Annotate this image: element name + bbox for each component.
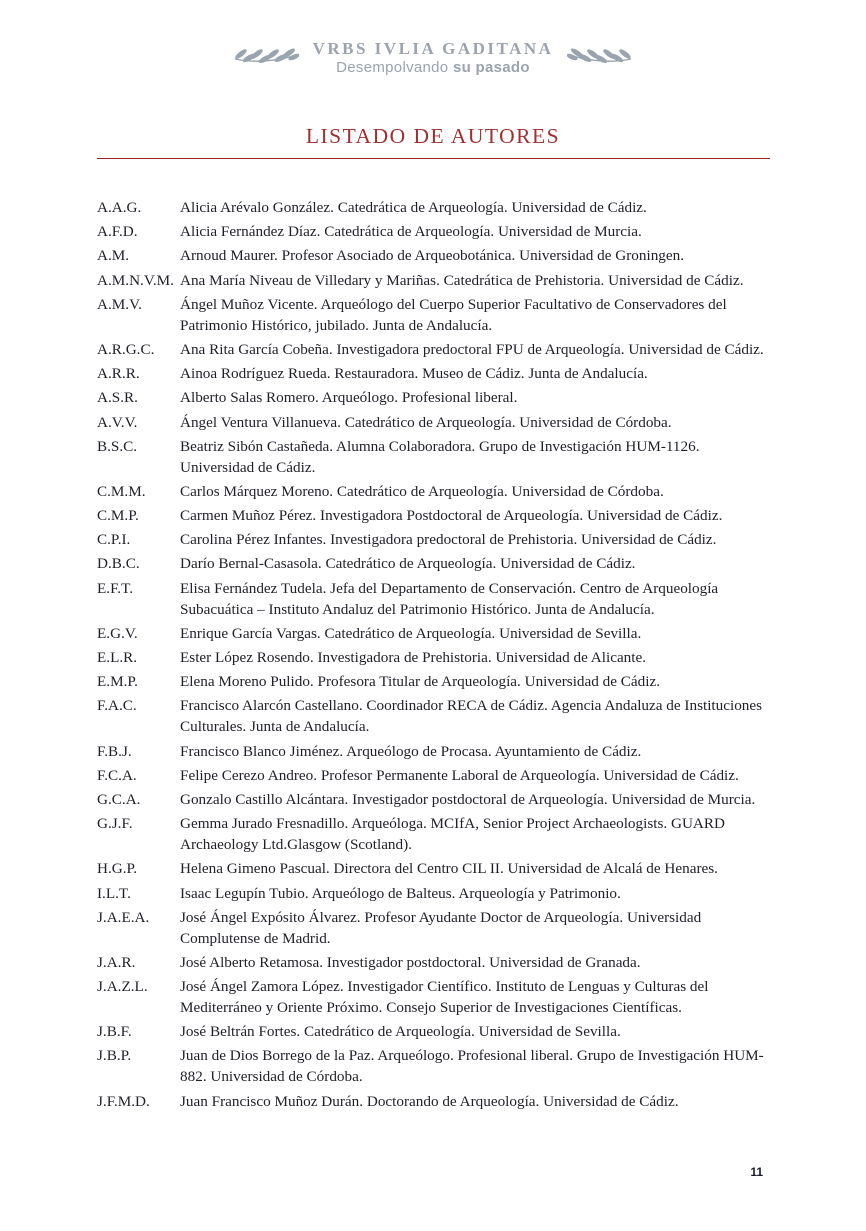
author-row xyxy=(97,623,770,644)
author-desc: Ester López Rosendo. Investigadora de Prehistoria. Universidad de Alicante. xyxy=(180,649,647,666)
author-desc: Juan de Dios Borrego de la Paz. Arqueólogo. Profesional liberal. Grupo de Investigación HUM-882. Universidad de Córdoba. xyxy=(180,1047,764,1086)
author-desc: Darío Bernal-Casasola. Catedrático de Arqueología. Universidad de Cádiz. xyxy=(180,555,636,573)
page-title: LISTADO DE AUTORES xyxy=(305,124,561,148)
author-desc: Elisa Fernández Tudela. Jefa del Departamento de Conservación. Centro de Arqueología Subacuática – Instituto Andaluz del Patrimonio Histórico. Junta de Andalucía. xyxy=(180,579,719,618)
logo-subtitle-bold: su pasado xyxy=(452,59,530,77)
author-row xyxy=(97,245,770,266)
author-row xyxy=(97,553,770,574)
author-desc: Isaac Legupín Tubio. Arqueólogo de Balteus. Arqueología y Patrimonio. xyxy=(180,884,621,902)
laurel-left-icon xyxy=(233,39,299,78)
author-abbr: J.A.Z.L. xyxy=(97,978,148,996)
author-desc: Enrique García Vargas. Catedrático de Arqueología. Universidad de Sevilla. xyxy=(180,624,642,642)
author-abbr: A.F.D. xyxy=(97,223,138,241)
author-desc: Gonzalo Castillo Alcántara. Investigador postdoctoral de Arqueología. Universidad de Murcia. xyxy=(180,790,756,808)
title-rule xyxy=(97,158,770,159)
author-desc: José Ángel Expósito Álvarez. Profesor Ayudante Doctor de Arqueología. Universidad Complutense de Madrid. xyxy=(180,908,702,947)
author-abbr: G.C.A. xyxy=(97,790,141,808)
author-desc: Juan Francisco Muñoz Durán. Doctorando de Arqueología. Universidad de Cádiz. xyxy=(180,1092,679,1110)
author-row xyxy=(97,197,770,218)
author-desc: José Alberto Retamosa. Investigador postdoctoral. Universidad de Granada. xyxy=(180,953,641,971)
logo-subtitle-regular: Desempolvando xyxy=(336,59,449,77)
author-abbr: A.V.V. xyxy=(97,413,138,431)
author-desc: Francisco Blanco Jiménez. Arqueólogo de Procasa. Ayuntamiento de Cádiz. xyxy=(180,742,642,760)
author-row xyxy=(97,339,770,360)
author-desc: Elena Moreno Pulido. Profesora Titular de Arqueología. Universidad de Cádiz. xyxy=(180,673,661,691)
author-row xyxy=(97,1091,770,1112)
author-row xyxy=(97,1021,770,1042)
author-desc: Ainoa Rodríguez Rueda. Restauradora. Museo de Cádiz. Junta de Andalucía. xyxy=(180,365,648,383)
author-desc: Alicia Arévalo González. Catedrática de Arqueología. Universidad de Cádiz. xyxy=(180,199,647,216)
author-row xyxy=(97,813,770,855)
author-abbr: E.L.R. xyxy=(97,649,138,666)
laurel-right-icon xyxy=(567,39,633,78)
author-abbr: E.F.T. xyxy=(97,579,134,597)
author-row xyxy=(97,578,770,620)
author-desc: Alberto Salas Romero. Arqueólogo. Profesional liberal. xyxy=(180,389,518,407)
author-abbr: D.B.C. xyxy=(97,555,140,573)
page-number: 11 xyxy=(750,1165,763,1179)
author-row xyxy=(97,1045,770,1087)
author-abbr: F.B.J. xyxy=(97,742,132,760)
author-row xyxy=(97,481,770,502)
author-row xyxy=(97,883,770,904)
author-abbr: A.M.N.V.M. xyxy=(97,271,174,289)
author-abbr: E.G.V. xyxy=(97,624,138,642)
author-abbr: A.R.R. xyxy=(97,365,140,383)
author-desc: Ana Rita García Cobeña. Investigadora predoctoral FPU de Arqueología. Universidad de Cádiz. xyxy=(180,340,764,358)
author-row xyxy=(97,529,770,550)
author-desc: Carolina Pérez Infantes. Investigadora predoctoral de Prehistoria. Universidad de Cádiz. xyxy=(180,531,717,549)
author-abbr: B.S.C. xyxy=(97,437,138,455)
author-row xyxy=(97,363,770,384)
author-row xyxy=(97,221,770,242)
author-abbr: E.M.P. xyxy=(97,673,138,691)
author-desc: Gemma Jurado Fresnadillo. Arqueóloga. MCIfA, Senior Project Archaeologists. GUARD Archaeology Ltd.Glasgow (Scotland). xyxy=(180,815,725,854)
author-row xyxy=(97,765,770,786)
author-row xyxy=(97,270,770,291)
author-row xyxy=(97,505,770,526)
author-row xyxy=(97,412,770,433)
author-abbr: F.A.C. xyxy=(97,697,137,715)
author-abbr: F.C.A. xyxy=(97,766,137,784)
author-desc: Carlos Márquez Moreno. Catedrático de Arqueología. Universidad de Córdoba. xyxy=(180,482,664,500)
author-abbr: J.B.P. xyxy=(97,1047,132,1065)
author-abbr: J.F.M.D. xyxy=(97,1092,150,1110)
author-abbr: I.L.T. xyxy=(97,884,131,902)
author-desc: Ana María Niveau de Villedary y Mariñas. Catedrática de Prehistoria. Universidad de Cádiz. xyxy=(180,271,744,289)
author-abbr: A.M. xyxy=(97,247,130,265)
logo-title: VRBS IVLIA GADITANA xyxy=(312,39,554,58)
author-row xyxy=(97,647,770,668)
logo-text xyxy=(313,38,554,78)
author-abbr: C.M.M. xyxy=(97,482,146,500)
author-abbr: A.S.R. xyxy=(97,389,138,407)
author-row xyxy=(97,789,770,810)
author-row xyxy=(97,436,770,478)
author-row xyxy=(97,741,770,762)
author-abbr: J.B.F. xyxy=(97,1023,132,1041)
author-desc: Francisco Alarcón Castellano. Coordinador RECA de Cádiz. Agencia Andaluza de Instituciones Culturales. Junta de Andalucía. xyxy=(180,697,763,736)
author-row xyxy=(97,952,770,973)
book-logo xyxy=(0,0,866,78)
author-desc: Beatriz Sibón Castañeda. Alumna Colaboradora. Grupo de Investigación HUM-1126. Universidad de Cádiz. xyxy=(180,437,700,476)
author-desc: Alicia Fernández Díaz. Catedrática de Arqueología. Universidad de Murcia. xyxy=(180,223,642,241)
author-row xyxy=(97,294,770,336)
author-abbr: A.R.G.C. xyxy=(97,340,155,358)
author-row xyxy=(97,976,770,1018)
author-abbr: J.A.R. xyxy=(97,953,136,971)
author-desc: Ángel Muñoz Vicente. Arqueólogo del Cuerpo Superior Facultativo de Conservadores del Patrimonio Histórico, jubilado. Junta de Andalucía. xyxy=(180,295,727,334)
author-desc: José Beltrán Fortes. Catedrático de Arqueología. Universidad de Sevilla. xyxy=(180,1023,621,1041)
author-abbr: C.P.I. xyxy=(97,531,131,549)
author-abbr: G.J.F. xyxy=(97,815,133,833)
author-desc: Arnoud Maurer. Profesor Asociado de Arqueobotánica. Universidad de Groningen. xyxy=(180,247,685,265)
author-row xyxy=(97,858,770,879)
author-desc: Carmen Muñoz Pérez. Investigadora Postdoctoral de Arqueología. Universidad de Cádiz. xyxy=(180,507,723,525)
author-desc: Felipe Cerezo Andreo. Profesor Permanente Laboral de Arqueología. Universidad de Cádiz. xyxy=(180,766,739,784)
author-abbr: J.A.E.A. xyxy=(97,908,150,926)
author-row xyxy=(97,671,770,692)
logo-subtitle xyxy=(313,59,554,78)
author-abbr: A.A.G. xyxy=(97,199,142,216)
author-row xyxy=(97,695,770,737)
author-list xyxy=(97,197,770,1112)
author-abbr: H.G.P. xyxy=(97,860,138,878)
author-abbr: A.M.V. xyxy=(97,295,142,313)
author-abbr: C.M.P. xyxy=(97,507,139,525)
author-row xyxy=(97,387,770,408)
author-row xyxy=(97,907,770,949)
author-desc: José Ángel Zamora López. Investigador Científico. Instituto de Lenguas y Culturas del Mediterráneo y Oriente Próximo. Consejo Superior de Investigaciones Científicas. xyxy=(180,978,709,1017)
author-desc: Ángel Ventura Villanueva. Catedrático de Arqueología. Universidad de Córdoba. xyxy=(180,413,672,431)
author-desc: Helena Gimeno Pascual. Directora del Centro CIL II. Universidad de Alcalá de Henares. xyxy=(180,860,718,878)
